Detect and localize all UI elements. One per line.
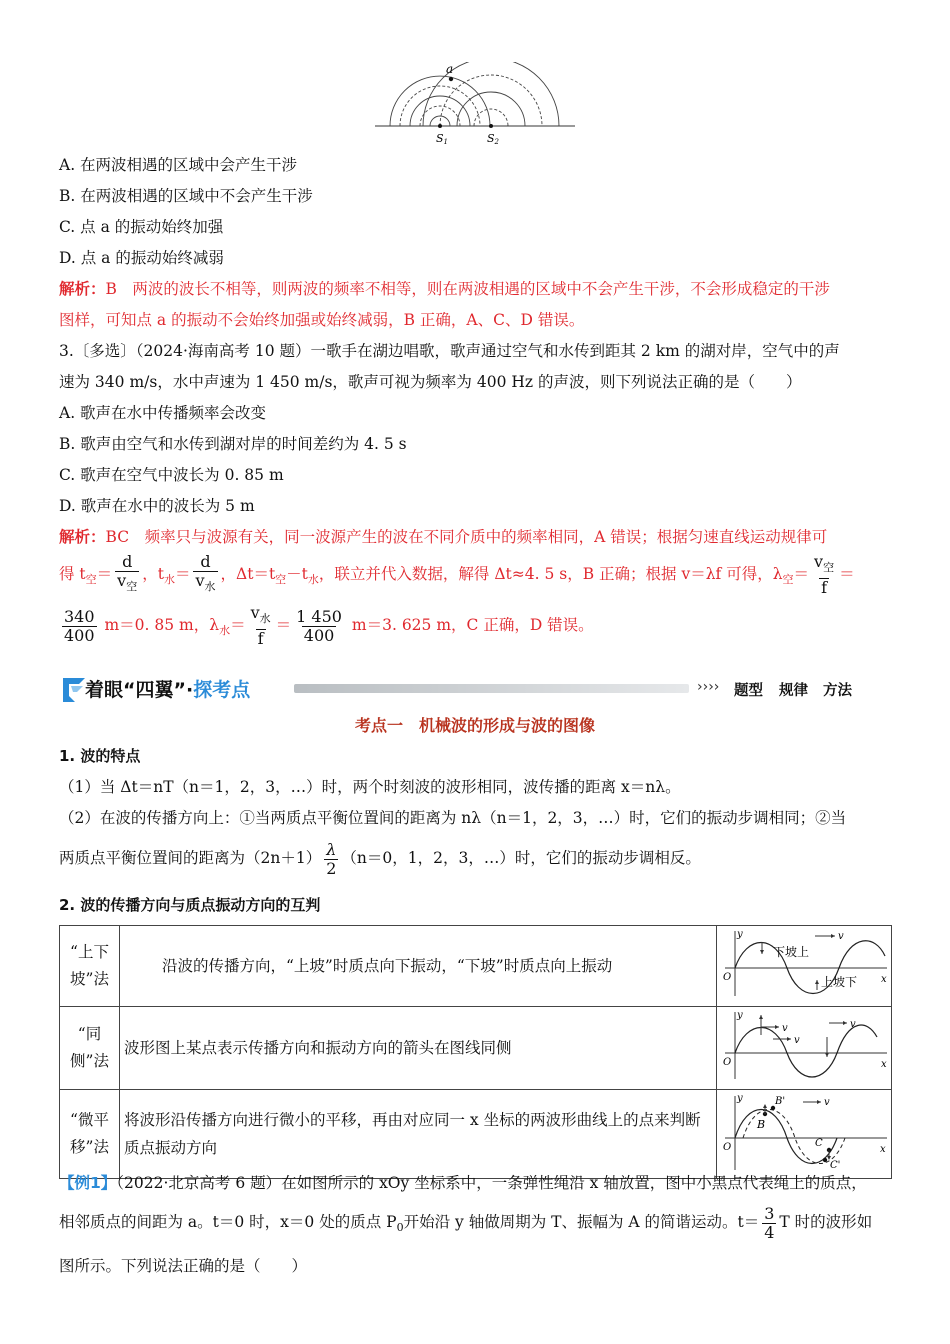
q3-stem-line2: 速为 340 m/s，水中声速为 1 450 m/s，歌声可视为频率为 400 Hz 的声波，则下列说法正确的是（ ） [59,373,802,391]
method-label: “微平移”法 [60,1090,120,1179]
paragraph-1: （1）当 Δt＝nT（n＝1，2，3，…）时，两个时刻波的波形相同，波传播的距离 x＝nλ。 [59,778,681,796]
example-1-line3: 图所示。下列说法正确的是（ ） [59,1257,308,1275]
banner-tag-type: 题型 [734,683,763,699]
section-title: 考点一 机械波的形成与波的图像 [354,716,595,735]
banner-tag-method: 方法 [823,683,852,699]
method-figure [717,1090,892,1179]
svg-text:v: v [824,1097,830,1108]
fraction-v-over-f-water: $\frac{v_水}{f}$ [250,603,271,648]
svg-text:v: v [850,1019,856,1030]
svg-text:下坡上: 下坡上 [773,945,810,959]
point-a-dot [449,77,453,81]
method-label: “上下坡”法 [60,926,120,1007]
methods-table [59,925,892,1179]
q2-analysis-line1: 解析：B 两波的波长不相等，则两波的频率不相等，则在两波相遇的区域中不会产生干涉，不会形成稳定的干涉 [59,280,830,298]
fraction-v-over-f-air: $\frac{v_空}{f}$ [814,552,835,597]
q2-option-b: B. 在两波相遇的区域中不会产生干涉 [59,187,313,205]
method-desc: 将波形沿传播方向进行微小的平移，再由对应同一 x 坐标的两波形曲线上的点来判断质点振动方向 [120,1090,717,1179]
table-row [60,1090,892,1179]
q3-stem-line1: 3.〔多选〕（2024·海南高考 10 题）一歌手在湖边唱歌，歌声通过空气和水传到距其 2 km 的湖对岸，空气中的声 [59,342,840,360]
method-figure [717,1007,892,1090]
fraction-d-over-v-air: $\frac{d}{v_空}$ [115,553,139,596]
example-1-line1: 【例1】（2022·北京高考 6 题）在如图所示的 xOy 坐标系中，一条弹性绳沿 x 轴放置，图中小黑点代表绳上的质点， [59,1174,867,1192]
method-desc: 波形图上某点表示传播方向和振动方向的箭头在图线同侧 [120,1007,717,1090]
source-s2-dot [489,124,493,128]
svg-text:S1: S1 [436,132,449,146]
svg-text:y: y [737,929,743,940]
svg-text:v: v [782,1023,788,1034]
q3-option-b: B. 歌声由空气和水传到湖对岸的时间差约为 4. 5 s [59,435,407,453]
svg-text:C': C' [830,1160,841,1171]
same-side-method-figure [717,1007,891,1085]
q3-analysis-result-line: $\frac{340}{400}$ m＝0. 85 m，$\lambda_水=$ $\frac{v_水}{f}$ ＝ $\frac{1 450}{400}$ m＝3. 625 m，C 正确，D 错误。 [64,603,594,648]
method-label: “同侧”法 [60,1007,120,1090]
fraction-340-over-400: $\frac{340}{400}$ [64,606,95,645]
q3-option-c: C. 歌声在空气中波长为 0. 85 m [59,466,284,484]
q2-option-c: C. 点 a 的振动始终加强 [59,218,224,236]
svg-text:上坡下: 上坡下 [821,975,858,989]
svg-text:S2: S2 [487,132,500,146]
svg-text:B: B [757,1118,766,1131]
table-row [60,926,892,1007]
section-banner [59,671,859,707]
q2-option-d: D. 点 a 的振动始终减弱 [59,249,224,267]
svg-text:O: O [723,1057,732,1068]
method-figure [717,926,892,1007]
q3-option-d: D. 歌声在水中的波长为 5 m [59,497,255,515]
micro-shift-method-figure [717,1090,891,1174]
svg-text:C: C [815,1138,823,1149]
svg-text:x: x [881,1059,887,1070]
q3-option-a: A. 歌声在水中传播频率会改变 [59,404,267,422]
method-desc: 沿波的传播方向，“上坡”时质点向下振动，“下坡”时质点向上振动 [120,926,717,1007]
slope-method-figure [717,926,891,1002]
svg-text:O: O [723,972,732,983]
source-s1-label: S [436,132,444,145]
banner-arrows: ›››› [697,679,720,695]
svg-text:x: x [880,1144,886,1155]
interference-figure [370,62,580,150]
banner-title: 着眼“四翼”·探考点 [85,679,251,701]
paragraph-2a: （2）在波的传播方向上：①当两质点平衡位置间的距离为 nλ（n＝1，2，3，…）时，它们的振动步调相同；②当 [59,809,847,827]
svg-text:B': B' [775,1096,786,1107]
svg-text:O: O [723,1142,732,1153]
q2-analysis-line2: 图样，可知点 a 的振动不会始终加强或始终减弱，B 正确，A、C、D 错误。 [59,311,585,329]
svg-text:v: v [838,931,844,942]
svg-text:v: v [794,1035,800,1046]
svg-text:y: y [737,1010,743,1021]
svg-text:x: x [881,974,887,985]
source-s2-label: S [487,132,495,145]
point-a-label: a [446,62,454,76]
source-s1-dot [438,124,442,128]
fraction-d-over-v-water: $\frac{d}{v_水}$ [193,553,217,596]
paragraph-2b: 两质点平衡位置间的距离为（2n＋1） $\frac{\lambda}{2}$ （n＝0，1，2，3，…）时，它们的振动步调相反。 [59,839,701,878]
heading-wave-features: 1. 波的特点 [59,747,141,765]
q3-analysis-formula-line: 得 $t_空=$ $\frac{d}{v_空}$ ，$t_水=$ $\frac{d}{v_水}$ ，$\Delta t=t_空-t_水$，联立并代入数据，解得 Δt≈4. 5 s，B 正确；根据 v＝λf 可得，$\lambda_空=$ $\frac{v_空}{f}$ ＝ [59,552,855,597]
fraction-1450-over-400: $\frac{1 450}{400}$ [296,606,342,645]
q2-option-a: A. 在两波相遇的区域中会产生干涉 [59,156,298,174]
example-1-line2: 相邻质点的间距为 a。t＝0 时，x＝0 处的质点 $P_0$开始沿 y 轴做周期为 T、振幅为 A 的简谐运动。t＝ $\frac{3}{4}$ T 时的波形如 [59,1203,873,1242]
banner-tag-rule: 规律 [779,683,808,699]
svg-text:y: y [737,1093,743,1104]
table-row [60,1007,892,1090]
banner-bar [294,684,689,693]
heading-direction-judgement: 2. 波的传播方向与质点振动方向的互判 [59,896,321,914]
q3-analysis-line1: 解析：BC 频率只与波源有关，同一波源产生的波在不同介质中的频率相同，A 错误；根据匀速直线运动规律可 [59,528,828,546]
